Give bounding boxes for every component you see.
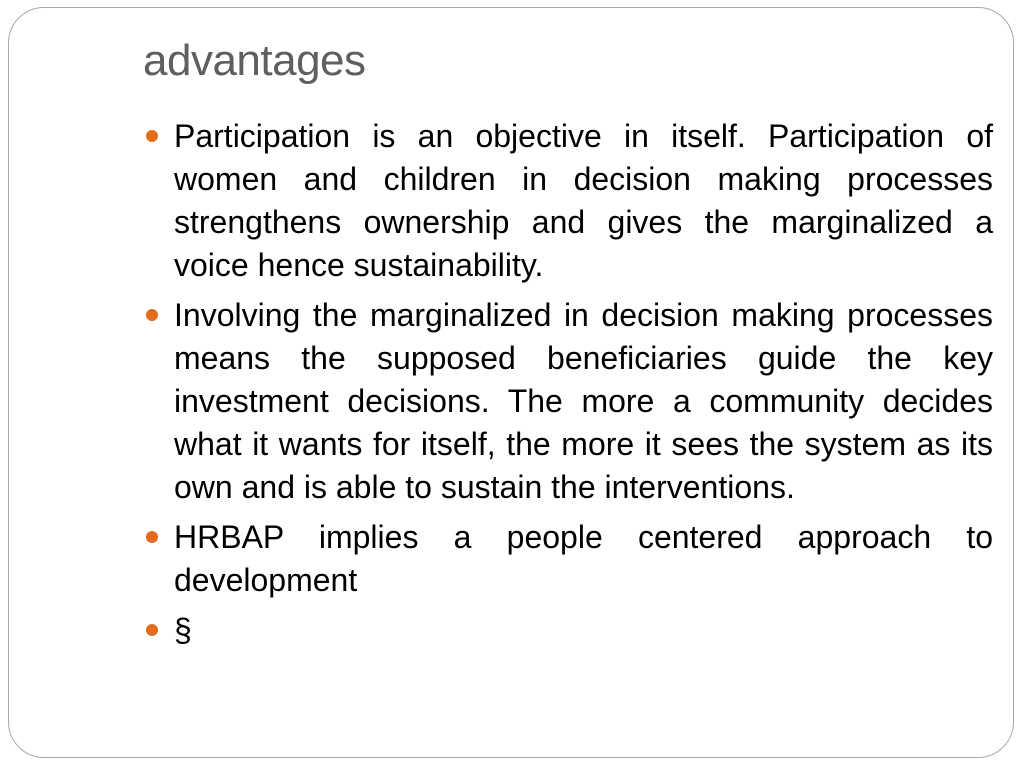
bullet-list bbox=[143, 115, 993, 659]
list-item bbox=[143, 115, 993, 287]
bullet-dot-icon bbox=[146, 624, 158, 636]
bullet-text: § bbox=[174, 612, 192, 648]
bullet-text: Involving the marginalized in decision making processes means the supposed beneficiaries guide the key investment decisions. The more a community decides what it wants for itself, the more it sees the system as its own and is able to sustain the interventions. bbox=[174, 297, 993, 505]
slide-title: advantages bbox=[143, 36, 366, 85]
bullet-dot-icon bbox=[146, 531, 158, 543]
list-item bbox=[143, 516, 993, 602]
list-item bbox=[143, 294, 993, 509]
bullet-dot-icon bbox=[146, 130, 158, 142]
bullet-text: Participation is an objective in itself. Participation of women and children in decision making processes strengthens ownership and gives the marginalized a voice hence sustainability. bbox=[174, 118, 993, 283]
bullet-dot-icon bbox=[146, 309, 158, 321]
list-item bbox=[143, 609, 993, 652]
bullet-text: HRBAP implies a people centered approach to development bbox=[174, 519, 993, 598]
